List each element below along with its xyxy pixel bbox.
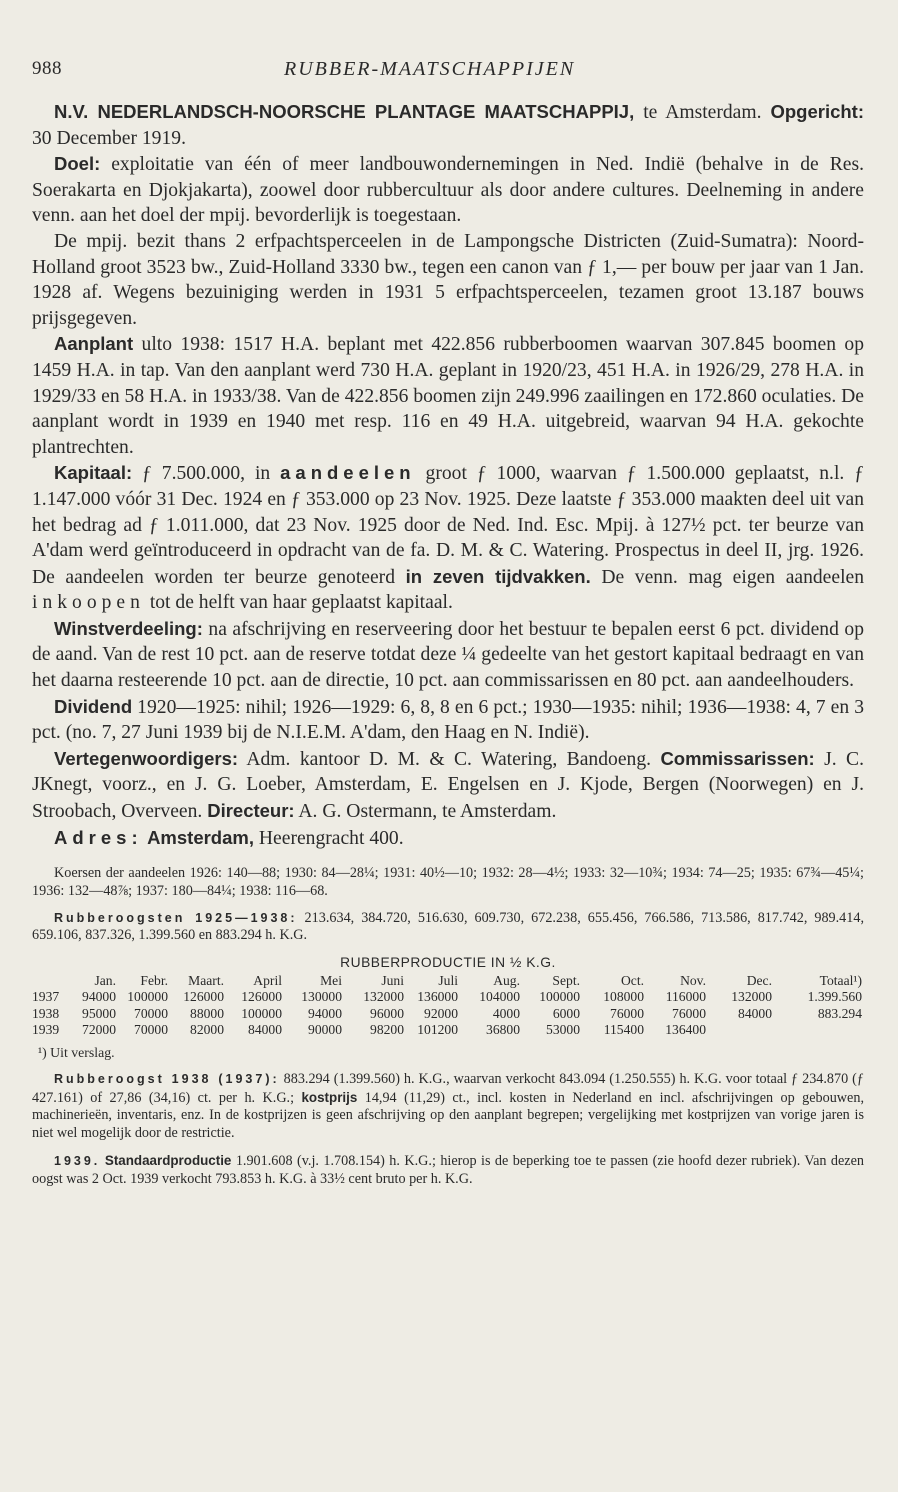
table-row — [32, 1006, 862, 1022]
rubberoogsten-paragraph — [32, 910, 864, 945]
koersen-paragraph: Koersen der aandeelen 1926: 140—88; 1930: 84—28¼; 1931: 40½—10; 1932: 28—4½; 1933: 32—10¾; 1934: 74—25; 1935: 67¾—45¼; 1936: 132—48⅞; 1937: 180—84¼; 1938: 116—68. — [32, 865, 864, 899]
doel-paragraph — [32, 151, 864, 229]
table-cell: 126000 — [241, 989, 282, 1005]
table-cell: 96000 — [370, 1005, 404, 1021]
kapitaal-paragraph — [32, 460, 864, 616]
table-cell: 132000 — [363, 989, 404, 1005]
table-cell: 72000 — [82, 1022, 116, 1038]
table-cell: 88000 — [190, 1005, 224, 1021]
table-cell: 84000 — [248, 1022, 282, 1038]
table-cell: 115400 — [603, 1022, 644, 1038]
aanplant-text: ulto 1938: 1517 H.A. beplant met 422.856 rubberboomen waarvan 307.845 boomen op 1459 H.A. in tap. Van den aanplant werd 730 H.A. geplant in 1920/23, 451 H.A. in 1926/29, 278 H.A. in 1929/33 en 58 H.A. in 1933/38. Van de 422.856 boomen zijn 249.996 zaailingen en 172.860 oculaties. De aanplant wordt in 1939 en 1940 met resp. 116 en 49 H.A. uitgebreid, waarvan 94 H.A. gekochte plantrechten. — [32, 334, 864, 458]
table-header-cell — [32, 973, 76, 989]
productie-table-title: RUBBERPRODUCTIE IN ½ K.G. — [340, 954, 556, 970]
kapitaal-text-d: tot de helft van haar geplaatst kapitaal. — [144, 592, 453, 614]
table-cell: 100000 — [241, 1005, 282, 1021]
table-cell: 101200 — [417, 1022, 458, 1038]
standaardproductie-label: Standaardproductie — [100, 1153, 232, 1169]
kapitaal-text-a: ƒ 7.500.000, in — [132, 463, 281, 485]
productie-1939-paragraph — [32, 1152, 864, 1188]
table-cell: 95000 — [82, 1005, 116, 1021]
table-cell: 82000 — [190, 1022, 224, 1038]
rubberoogsten-text: 213.634, 384.720, 516.630, 609.730, 672.238, 655.456, 766.586, 713.586, 817.742, 989.414, 659.106, 837.326, 1.399.560 en 883.294 h. K.G. — [32, 910, 865, 944]
table-cell: 100000 — [539, 989, 580, 1005]
table-cell — [772, 1022, 862, 1038]
table-cell: 76000 — [672, 1005, 706, 1021]
table-row — [32, 989, 862, 1005]
page-number: 988 — [32, 58, 62, 79]
kapitaal-spaced-2: inkoopen — [32, 592, 145, 614]
oogst-1938-text-a: 883.294 (1.399.560) h. K.G., waarvan verkocht 843.094 (1.250.555) h. K.G. voor totaal ƒ 234.870 (ƒ 427.161) of 27,86 (34,16) ct. per h. K.G.; — [32, 1071, 865, 1106]
mpij-paragraph: De mpij. bezit thans 2 erfpachtsperceelen in de Lampongsche Districten (Zuid-Sumatra): Noord-Holland groot 3523 bw., Zuid-Holland 3330 bw., tegen een canon van ƒ 1,— per bouw per jaar van 1 Jan. 1928 af. Wegens bezuiniging werden in 1931 5 erfpachtsperceelen, tezamen groot 13.187 bouws prijsgegeven. — [32, 230, 864, 329]
productie-table — [32, 973, 862, 1039]
oogst-1938-paragraph — [32, 1071, 864, 1142]
table-row — [32, 1022, 862, 1038]
table-cell: 6000 — [552, 1005, 580, 1021]
oogst-1938-text-b: 14,94 (11,29) ct., incl. kosten in Nederland en incl. afschrijvingen op gebouwen, machinerieën, inventaris, enz. In de kostprijzen is geen afschrijving op den aanplant begrepen; vergelijking met kostprijzen van vorige jaren is niet wel mogelijk door de restrictie. — [32, 1089, 864, 1141]
table-cell: 94000 — [308, 1005, 342, 1021]
adres-paragraph — [32, 825, 864, 852]
oogst-1938-label: Rubberoogst 1938 (1937): — [54, 1072, 280, 1087]
table-cell: 84000 — [738, 1005, 772, 1021]
running-title: RUBBER-MAATSCHAPPIJEN — [284, 58, 576, 80]
winstverdeeling-text: na afschrijving en reserveering door het bestuur te bepalen eerst 6 pct. dividend op de aand. Van de rest 10 pct. aan de reserve totdat deze ¼ gedeelte van het gestort kapitaal bedraagt en van het daarna resteerende 10 pct. aan de directie, 10 pct. aan commissarissen en 80 pct. aan aandeelhouders. — [32, 618, 864, 692]
vertegenwoordigers-paragraph — [32, 746, 864, 825]
doel-text: exploitatie van één of meer landbouwondernemingen in Ned. Indië (behalve in de Res. Soerakarta en Djokjakarta), zoowel door rubbercultuur als door andere cultures. Deelneming in andere venn. aan het doel der mpij. bevorderlijk is toegestaan. — [32, 154, 864, 227]
table-cell: 1937 — [32, 989, 60, 1005]
dividend-text: 1920—1925: nihil; 1926—1929: 6, 8, 8 en 6 pct.; 1930—1935: nihil; 1936—1938: 4, 7 en 3 pct. (no. 7, 27 Juni 1939 bij de N.I.E.M. A'dam, den Haag en N. Indië). — [32, 696, 864, 744]
kostprijs-label: kostprijs — [301, 1089, 358, 1105]
company-paragraph — [32, 99, 864, 151]
kapitaal-text-b: groot ƒ 1000, waarvan ƒ 1.500.000 geplaatst, n.l. ƒ 1.147.000 vóór 31 Dec. 1924 en ƒ 353.000 op 23 Nov. 1925. Deze laatste ƒ 353.000 maakten deel uit van het bedrag ad ƒ 1.011.000, dat 23 Nov. 1925 door de Ned. Ind. Esc. Mpij. à 127½ pct. ter beurze van A'dam werd geïntroduceerd in opdracht van de fa. D. M. & C. Watering. Prospectus in deel II, jrg. 1926. De aandeelen worden ter beurze genoteerd — [32, 463, 865, 588]
table-cell: 136000 — [417, 989, 458, 1005]
table-header-cell: Maart. — [188, 972, 224, 988]
aanplant-paragraph — [32, 331, 864, 460]
table-header-cell: Dec. — [746, 972, 772, 988]
directeur-text: A. G. Ostermann, te Amsterdam. — [294, 801, 557, 823]
table-header-cell: Aug. — [493, 972, 520, 988]
table-cell: 70000 — [134, 1005, 168, 1021]
adres-city: Amsterdam, — [142, 826, 254, 848]
table-cell: 90000 — [308, 1022, 342, 1038]
table-cell: 76000 — [610, 1005, 644, 1021]
table-cell: 36800 — [486, 1022, 520, 1038]
table-header-cell: Mei — [320, 972, 342, 988]
kapitaal-spaced: aandeelen — [280, 462, 416, 484]
table-cell: 1938 — [32, 1005, 60, 1021]
table-header-cell: Nov. — [680, 972, 706, 988]
table-cell: 100000 — [127, 989, 168, 1005]
table-cell: 883.294 — [817, 1005, 862, 1021]
page-body — [32, 99, 864, 1188]
table-header-cell: Febr. — [140, 972, 168, 988]
vertegenwoordigers-label: Vertegenwoordigers: — [54, 747, 239, 769]
table-cell: 130000 — [301, 989, 342, 1005]
table-cell: 126000 — [183, 989, 224, 1005]
table-cell: 70000 — [134, 1022, 168, 1038]
table-cell: 1.399.560 — [807, 989, 862, 1005]
table-cell: 98200 — [370, 1022, 404, 1038]
table-header-cell: Oct. — [620, 972, 644, 988]
company-city: te Amsterdam. — [634, 102, 771, 123]
table-header-cell: Juni — [381, 972, 404, 988]
winstverdeeling-label: Winstverdeeling: — [54, 617, 203, 639]
adres-text: Heerengracht 400. — [254, 827, 404, 849]
kapitaal-bold: in zeven tijdvakken. — [405, 565, 591, 587]
table-cell: 4000 — [492, 1005, 520, 1021]
company-name: N.V. NEDERLANDSCH-NOORSCHE PLANTAGE MAATSCHAPPIJ, — [54, 101, 635, 122]
productie-1939-label: 1939. — [54, 1154, 101, 1169]
table-header-cell: April — [253, 972, 282, 988]
table-cell: 53000 — [546, 1022, 580, 1038]
kapitaal-text-c: De venn. mag eigen aandeelen — [590, 566, 865, 588]
table-cell: 1939 — [32, 1022, 60, 1038]
table-cell: 94000 — [82, 989, 116, 1005]
vertegenwoordigers-text: Adm. kantoor D. M. & C. Watering, Bandoeng. — [238, 748, 661, 770]
dividend-paragraph — [32, 694, 864, 746]
dividend-label: Dividend — [54, 695, 133, 717]
table-cell: 136400 — [665, 1022, 706, 1038]
table-footnote: ¹) Uit verslag. — [38, 1045, 115, 1061]
page-header — [32, 58, 864, 88]
table-header-cell: Sept. — [552, 972, 580, 988]
table-header-cell: Juli — [438, 972, 458, 988]
table-cell: 92000 — [424, 1005, 458, 1021]
commissarissen-text: J. C. JKnegt, voorz., en J. G. Loeber, Amsterdam, E. Engelsen en J. Kjode, Bergen (Noorwegen) en J. Stroobach, Overveen. — [32, 748, 864, 823]
opgericht-text: 30 December 1919. — [32, 127, 186, 149]
commissarissen-label: Commissarissen: — [660, 747, 815, 769]
adres-label: Adres: — [54, 826, 143, 848]
table-header-row — [32, 973, 862, 989]
directeur-label: Directeur: — [207, 800, 295, 822]
table-cell: 108000 — [603, 989, 644, 1005]
opgericht-label: Opgericht: — [770, 101, 864, 122]
aanplant-label: Aanplant — [54, 333, 134, 355]
table-header-cell: Jan. — [94, 972, 116, 988]
winstverdeeling-paragraph — [32, 616, 864, 694]
table-cell — [706, 1022, 772, 1038]
table-cell: 116000 — [665, 989, 706, 1005]
table-header-cell: Totaal¹) — [819, 972, 862, 988]
table-cell: 104000 — [479, 989, 520, 1005]
productie-1939-text: 1.901.608 (v.j. 1.708.154) h. K.G.; hierop is de beperking toe te passen (zie hoofd dezer rubriek). Van dezen oogst was 2 Oct. 1939 verkocht 793.853 h. K.G. à 33½ cent bruto per h. K.G. — [32, 1153, 864, 1187]
doel-label: Doel: — [54, 153, 101, 175]
rubberoogsten-label: Rubberoogsten 1925—1938: — [54, 911, 298, 926]
table-cell: 132000 — [731, 989, 772, 1005]
kapitaal-label: Kapitaal: — [54, 462, 133, 484]
